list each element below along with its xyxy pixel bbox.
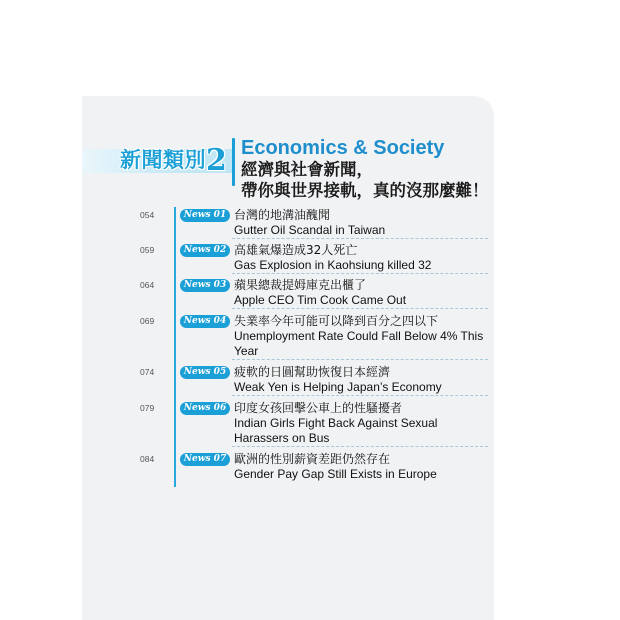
toc-title-english: Weak Yen is Helping Japan’s Economy (234, 380, 442, 394)
section-title-english: Economics & Society (241, 137, 445, 159)
toc-page-number: 064 (140, 280, 155, 290)
toc-title-english: Gutter Oil Scandal in Taiwan (234, 223, 386, 237)
toc-page-number: 084 (140, 454, 155, 464)
toc-title-english: Apple CEO Tim Cook Came Out (234, 293, 407, 307)
heading-divider (232, 138, 235, 186)
toc-page-number: 069 (140, 316, 155, 326)
toc-separator (232, 395, 488, 396)
toc-title-english: Unemployment Rate Could Fall Below 4% This Year (234, 329, 484, 358)
banner-title (120, 144, 227, 177)
toc-title-english: Gas Explosion in Kaohsiung killed 32 (234, 258, 432, 272)
toc-title-chinese: 蘋果總裁提姆庫克出櫃了 (234, 278, 367, 292)
toc-page-number: 054 (140, 210, 155, 220)
category-banner (82, 140, 232, 178)
toc-separator (232, 446, 488, 447)
news-badge: News 01 (180, 209, 230, 222)
section-subtitle-line-2: 帶你與世界接軌，真的沒那麼難！ (241, 181, 489, 200)
toc-page-number: 074 (140, 367, 155, 377)
toc-title-chinese: 台灣的地溝油醜聞 (234, 208, 331, 222)
news-badge: News 03 (180, 279, 230, 292)
section-subtitle-line-1: 經濟與社會新聞， (241, 160, 373, 179)
news-badge: News 04 (180, 315, 230, 328)
toc-title-chinese: 失業率今年可能可以降到百分之四以下 (234, 314, 439, 328)
toc-separator (232, 308, 488, 309)
toc-title-chinese: 歐洲的性別薪資差距仍然存在 (234, 452, 391, 466)
banner-label: 新聞類別 (120, 147, 206, 172)
news-badge: News 06 (180, 402, 230, 415)
news-badge: News 07 (180, 453, 230, 466)
toc-vertical-line (174, 207, 176, 487)
toc-title-chinese: 高雄氣爆造成32人死亡 (234, 243, 358, 257)
news-badge: News 05 (180, 366, 230, 379)
toc-title-chinese: 疲軟的日圓幫助恢復日本經濟 (234, 365, 391, 379)
toc-page-number: 079 (140, 403, 155, 413)
toc-page-number: 059 (140, 245, 155, 255)
toc-separator (232, 238, 488, 239)
toc-title-english: Gender Pay Gap Still Exists in Europe (234, 467, 437, 481)
banner-number: 2 (206, 143, 228, 178)
toc-title-chinese: 印度女孩回擊公車上的性騷擾者 (234, 401, 403, 415)
toc-separator (232, 273, 488, 274)
toc-separator (232, 359, 488, 360)
news-badge: News 02 (180, 244, 230, 257)
toc-title-english: Indian Girls Fight Back Against Sexual Harassers on Bus (234, 416, 438, 445)
